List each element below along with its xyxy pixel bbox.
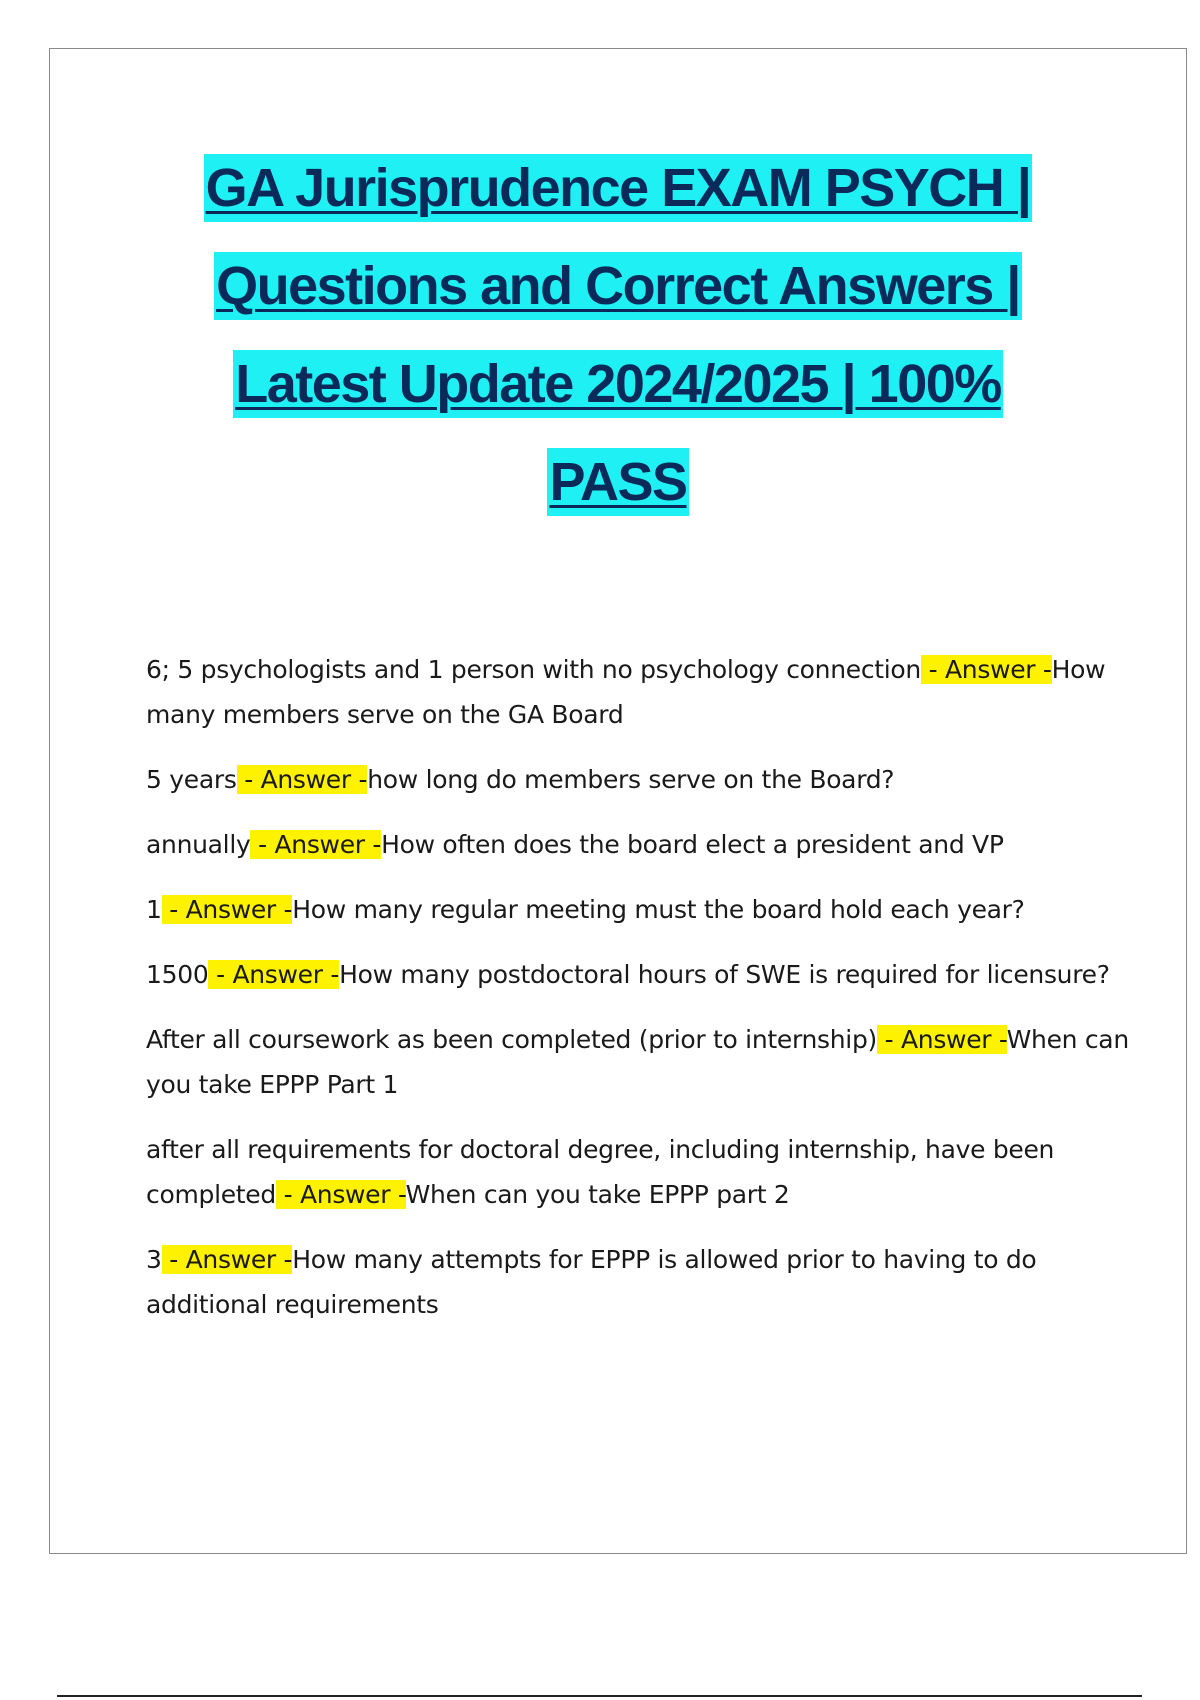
answer-text: 1500 (146, 960, 209, 989)
qa-item (146, 757, 1141, 802)
qa-item (146, 1237, 1141, 1327)
document-page (49, 48, 1187, 1554)
answer-text: After all coursework as been completed (prior to internship) (146, 1025, 877, 1054)
answer-separator: - Answer - (876, 1025, 1007, 1054)
answer-separator: - Answer - (236, 765, 368, 794)
qa-list (146, 647, 1141, 1347)
title-line: Latest Update 2024/2025 | 100% (50, 335, 1186, 433)
qa-item (146, 1017, 1141, 1107)
question-text: When can you take EPPP Part 1 (146, 1025, 1129, 1099)
answer-separator: - Answer - (920, 655, 1052, 684)
answer-text: after all requirements for doctoral degree, including internship, have been completed (146, 1135, 1055, 1209)
answer-separator: - Answer - (250, 830, 382, 859)
answer-text: 1 (146, 895, 162, 924)
question-text: how long do members serve on the Board? (367, 765, 895, 794)
qa-item (146, 952, 1141, 997)
title-line: PASS (50, 433, 1186, 531)
qa-item (146, 1127, 1141, 1217)
title-line: GA Jurisprudence EXAM PSYCH | (50, 139, 1186, 237)
document-title (50, 139, 1186, 531)
question-text: How many postdoctoral hours of SWE is required for licensure? (339, 960, 1110, 989)
title-line: Questions and Correct Answers | (50, 237, 1186, 335)
question-text: How many attempts for EPPP is allowed prior to having to do additional requirements (146, 1245, 1037, 1319)
question-text: How many members serve on the GA Board (146, 655, 1106, 729)
answer-text: 3 (146, 1245, 162, 1274)
answer-separator: - Answer - (275, 1180, 406, 1209)
qa-item (146, 822, 1141, 867)
answer-separator: - Answer - (161, 895, 293, 924)
qa-item (146, 647, 1141, 737)
answer-separator: - Answer - (161, 1245, 293, 1274)
answer-separator: - Answer - (208, 960, 340, 989)
answer-text: 5 years (146, 765, 237, 794)
question-text: When can you take EPPP part 2 (405, 1180, 790, 1209)
answer-text: 6; 5 psychologists and 1 person with no psychology connection (146, 655, 921, 684)
answer-text: annually (146, 830, 251, 859)
qa-item (146, 887, 1141, 932)
question-text: How often does the board elect a president and VP (381, 830, 1004, 859)
question-text: How many regular meeting must the board hold each year? (292, 895, 1025, 924)
bottom-divider (57, 1695, 1142, 1697)
